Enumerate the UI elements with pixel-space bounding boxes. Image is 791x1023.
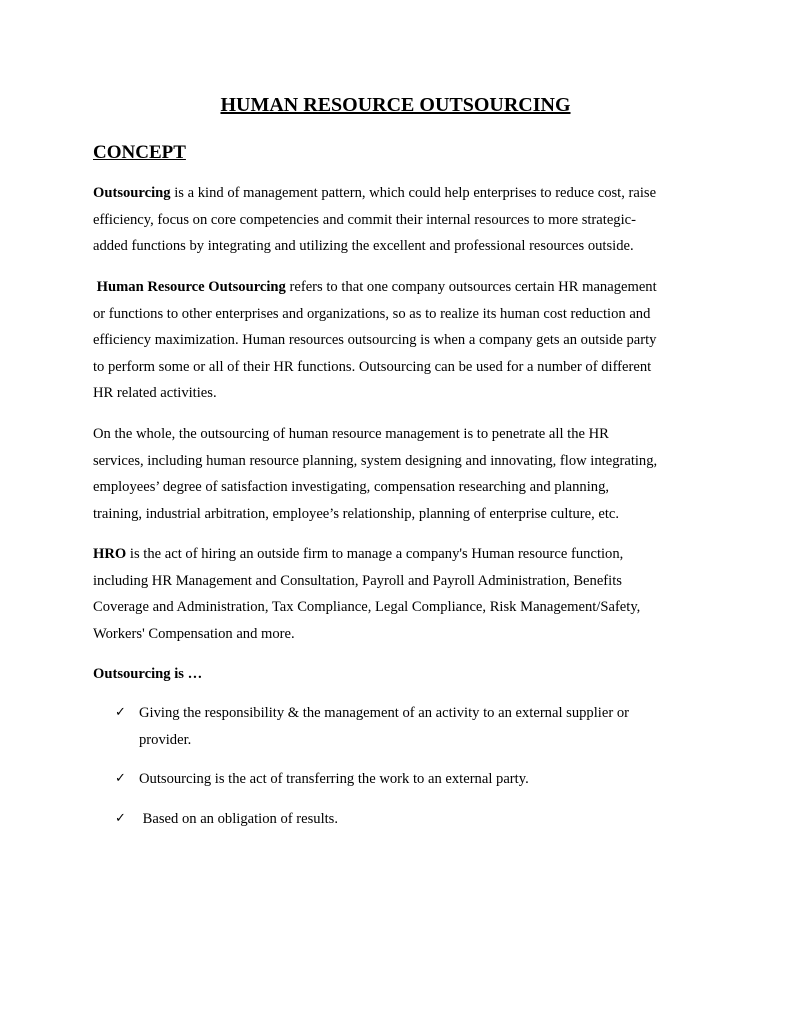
paragraph-line: added functions by integrating and utilizing the excellent and professional resources outside. [93, 238, 634, 255]
section-heading-concept: CONCEPT [93, 142, 186, 163]
paragraph-line: to perform some or all of their HR functions. Outsourcing can be used for a number of different [93, 358, 652, 375]
list-item [93, 806, 713, 833]
paragraph-hro-definition [93, 274, 703, 407]
paragraph-hro-act [93, 541, 703, 647]
list-item-line: provider. [139, 731, 192, 748]
document-title: HUMAN RESOURCE OUTSOURCING [220, 94, 571, 116]
bold-term: Human Resource Outsourcing [96, 279, 286, 295]
list-item [93, 766, 713, 793]
checkmark-icon: ✓ [115, 705, 126, 720]
bold-term: HRO [93, 546, 127, 562]
paragraph-line: HR related activities. [93, 385, 217, 402]
paragraph-line: Workers' Compensation and more. [93, 625, 295, 642]
paragraph-line: Human Resource Outsourcing refers to that one company outsources certain HR management [96, 279, 657, 295]
checklist [93, 700, 713, 845]
paragraph-line: Outsourcing is a kind of management pattern, which could help enterprises to reduce cost, raise [93, 185, 657, 201]
list-item-line: Outsourcing is the act of transferring the work to an external party. [139, 771, 529, 788]
bold-term: Outsourcing [93, 185, 171, 201]
list-lead: Outsourcing is … [93, 666, 203, 682]
paragraph-line: On the whole, the outsourcing of human resource management is to penetrate all the HR [93, 426, 609, 442]
list-item-line: Giving the responsibility & the management of an activity to an external supplier or [139, 705, 629, 721]
paragraph-line: or functions to other enterprises and organizations, so as to realize its human cost reduction and [93, 305, 651, 322]
paragraph-line: efficiency maximization. Human resources outsourcing is when a company gets an outside party [93, 332, 657, 349]
paragraph-line: HRO is the act of hiring an outside firm to manage a company's Human resource function, [93, 546, 624, 562]
paragraph-outsourcing-definition [93, 180, 703, 260]
paragraph-line: efficiency, focus on core competencies and commit their internal resources to more strategic- [93, 211, 636, 228]
checkmark-icon: ✓ [115, 810, 126, 826]
paragraph-line: training, industrial arbitration, employee’s relationship, planning of enterprise culture, etc. [93, 505, 620, 522]
paragraph-line: employees’ degree of satisfaction investigating, compensation researching and planning, [93, 479, 610, 496]
paragraph-hr-services [93, 421, 703, 527]
paragraph-line: including HR Management and Consultation, Payroll and Payroll Administration, Benefits [93, 572, 622, 589]
checkmark-icon: ✓ [115, 771, 126, 787]
list-item-line: Based on an obligation of results. [139, 810, 339, 827]
list-item [93, 700, 713, 753]
paragraph-line: services, including human resource planning, system designing and innovating, flow integrating, [93, 452, 658, 469]
paragraph-line: Coverage and Administration, Tax Compliance, Legal Compliance, Risk Management/Safety, [93, 599, 641, 616]
